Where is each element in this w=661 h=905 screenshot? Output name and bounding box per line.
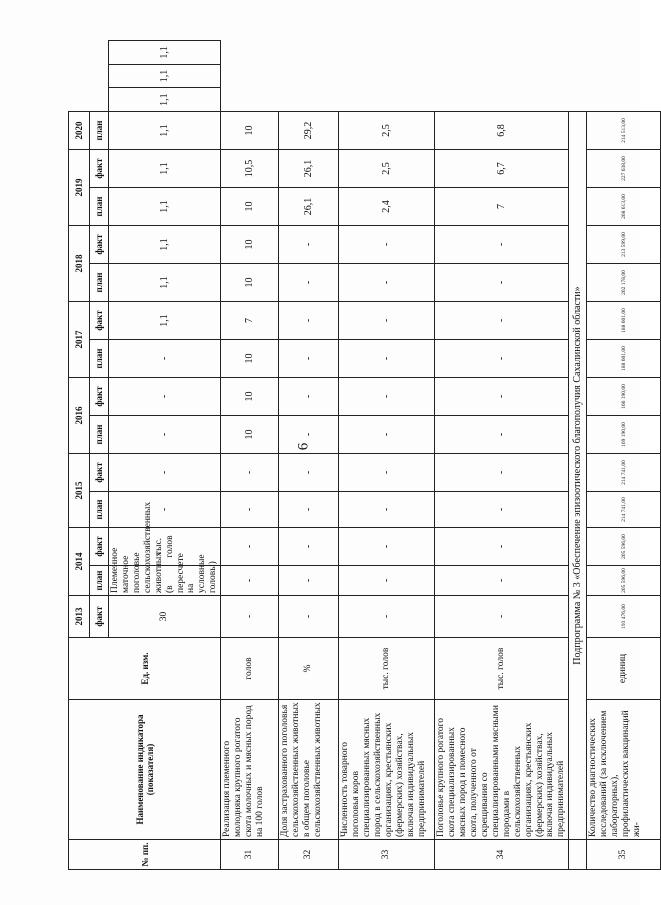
cell: - <box>435 492 569 528</box>
header-plan: план <box>90 566 109 596</box>
cell: 1,1 <box>109 41 221 65</box>
cell: 1,1 <box>109 302 221 340</box>
cell: - <box>435 226 569 264</box>
table-row <box>587 41 661 870</box>
header-year-2013: 2013 <box>69 596 90 638</box>
cell: 6,7 <box>435 150 569 188</box>
row-name: Численность товарного поголовья коров специализированных мясных пород в сельскохозяйственных организациях, крестьянских (фермерских) хозяйствах, включая индивидуальных предпринимателей <box>339 700 435 840</box>
cell: - <box>435 340 569 378</box>
header-plan: план <box>90 112 109 150</box>
header-plan: план <box>90 340 109 378</box>
row-num: 32 <box>279 840 339 870</box>
cell: - <box>221 528 279 566</box>
cell: - <box>279 340 339 378</box>
cell: 1,1 <box>109 112 221 150</box>
cell: 213 599,00 <box>587 226 661 264</box>
header-plan: план <box>90 416 109 454</box>
cell: 188 601,00 <box>587 302 661 340</box>
row-num: 30 <box>109 596 221 638</box>
cell: 205 596,00 <box>587 566 661 596</box>
cell: 10 <box>221 112 279 150</box>
table-row <box>279 41 339 870</box>
cell: 7 <box>221 302 279 340</box>
row-unit: тыс. голов <box>339 638 435 700</box>
cell: - <box>279 566 339 596</box>
header-unit: Ед. изм. <box>69 638 221 700</box>
header-fact: факт <box>90 596 109 638</box>
cell: - <box>339 566 435 596</box>
cell: - <box>339 378 435 416</box>
cell: 1,1 <box>109 88 221 112</box>
cell: - <box>279 492 339 528</box>
cell: 1,1 <box>109 264 221 302</box>
row-name: Племенное маточное поголовье сельскохозяйственных животных (в пересчете на условные головы) <box>109 566 221 596</box>
cell: 214 741,00 <box>587 454 661 492</box>
cell: 2,5 <box>339 112 435 150</box>
cell: 188 601,00 <box>587 340 661 378</box>
header-fact: факт <box>90 226 109 264</box>
row-num: 33 <box>339 840 435 870</box>
cell: - <box>279 454 339 492</box>
cell: - <box>435 566 569 596</box>
cell: 29,2 <box>279 112 339 150</box>
cell: 193 476,00 <box>587 596 661 638</box>
cell: 10 <box>221 340 279 378</box>
cell: 1,1 <box>109 188 221 226</box>
cell: 2,5 <box>339 150 435 188</box>
cell: - <box>279 378 339 416</box>
header-year-2015: 2015 <box>69 454 90 528</box>
header-fact: факт <box>90 302 109 340</box>
indicator-table <box>68 40 661 870</box>
cell: 208 613,00 <box>587 188 661 226</box>
cell: 1,1 <box>109 226 221 264</box>
cell: 10 <box>221 264 279 302</box>
cell: 227 638,00 <box>587 150 661 188</box>
cell: 26,1 <box>279 188 339 226</box>
header-fact: факт <box>90 528 109 566</box>
cell: - <box>221 454 279 492</box>
cell: - <box>109 340 221 378</box>
cell: - <box>279 416 339 454</box>
cell: 202 178,00 <box>587 264 661 302</box>
cell: - <box>435 416 569 454</box>
header-year-2018: 2018 <box>69 226 90 302</box>
cell: - <box>221 492 279 528</box>
cell: - <box>279 226 339 264</box>
cell: 7 <box>435 188 569 226</box>
cell: - <box>435 264 569 302</box>
cell: - <box>279 264 339 302</box>
row-num: 34 <box>435 840 569 870</box>
subprogram-title: Подпрограмма № 3 «Обеспечение эпизоотического благополучия Сахалинской области» <box>569 112 587 840</box>
cell: 205 596,00 <box>587 528 661 566</box>
cell: - <box>109 416 221 454</box>
page-number: 6 <box>295 442 312 451</box>
cell: - <box>279 528 339 566</box>
header-year-2019: 2019 <box>69 150 90 226</box>
table-row <box>221 41 279 870</box>
cell: - <box>435 302 569 340</box>
subprogram-row <box>569 41 587 870</box>
cell: - <box>339 226 435 264</box>
cell: - <box>279 302 339 340</box>
cell: 26,1 <box>279 150 339 188</box>
cell: 2,4 <box>339 188 435 226</box>
header-name: Наименование индикатора (показателя) <box>69 700 221 840</box>
header-fact: факт <box>90 454 109 492</box>
cell: - <box>435 378 569 416</box>
row-name: Реализация племенного молодняка крупного рогатого скота молочных и мясных пород на 100 голов <box>221 700 279 840</box>
subprogram-spacer <box>569 840 587 870</box>
cell: 214 741,00 <box>587 492 661 528</box>
cell: - <box>339 340 435 378</box>
cell: - <box>279 596 339 638</box>
row-name: Количество диагностических исследований (за исключением лабораторных), профилактических вакцинаций жи- <box>587 700 661 840</box>
cell: - <box>339 416 435 454</box>
cell: - <box>435 454 569 492</box>
header-year-2017: 2017 <box>69 302 90 378</box>
header-year-2020: 2020 <box>69 112 90 150</box>
cell: - <box>109 378 221 416</box>
cell: - <box>221 596 279 638</box>
row-unit: тыс. голов <box>109 528 221 566</box>
header-plan: план <box>90 492 109 528</box>
header-plan: план <box>90 188 109 226</box>
cell: - <box>435 528 569 566</box>
cell: 6,8 <box>435 112 569 150</box>
cell: - <box>339 528 435 566</box>
cell: 169 190,00 <box>587 416 661 454</box>
header-fact: факт <box>90 150 109 188</box>
row-num: 35 <box>587 840 661 870</box>
row-unit: единиц <box>587 638 661 700</box>
row-unit: голов <box>221 638 279 700</box>
row-name: Поголовье крупного рогатого скота специализированных мясных пород и помесного скота, полученного от скрещивания со специализированными мясными породами в сельскохозяйственных организациях, крестьянских (фермерских) хозяйствах, включая индивидуальных предпринимателей <box>435 700 569 840</box>
header-num: № пп. <box>69 840 221 870</box>
table-row <box>339 41 435 870</box>
cell: 10 <box>221 416 279 454</box>
cell: 10 <box>221 188 279 226</box>
cell: 166 190,00 <box>587 378 661 416</box>
cell: - <box>339 454 435 492</box>
row-num: 31 <box>221 840 279 870</box>
table-row <box>435 41 569 870</box>
cell: 1,1 <box>109 150 221 188</box>
header-year-2014: 2014 <box>69 528 90 596</box>
cell: - <box>339 302 435 340</box>
cell: - <box>339 596 435 638</box>
cell: - <box>435 596 569 638</box>
header-fact: факт <box>90 378 109 416</box>
cell: - <box>109 454 221 492</box>
row-unit: % <box>279 638 339 700</box>
header-row-years <box>69 41 90 870</box>
cell: - <box>339 264 435 302</box>
cell: 214 513,00 <box>587 112 661 150</box>
cell: - <box>221 566 279 596</box>
header-plan: план <box>90 264 109 302</box>
rotated-table-wrapper <box>68 40 642 870</box>
cell: 10,5 <box>221 150 279 188</box>
cell: - <box>109 492 221 528</box>
row-name: Доля застрахованного поголовья сельскохозяйственных животных в общем поголовье сельскохозяйственных животных <box>279 700 339 840</box>
cell: 10 <box>221 226 279 264</box>
row-unit: тыс. голов <box>435 638 569 700</box>
cell: - <box>339 492 435 528</box>
cell: 10 <box>221 378 279 416</box>
cell: 1,1 <box>109 64 221 88</box>
header-year-2016: 2016 <box>69 378 90 454</box>
